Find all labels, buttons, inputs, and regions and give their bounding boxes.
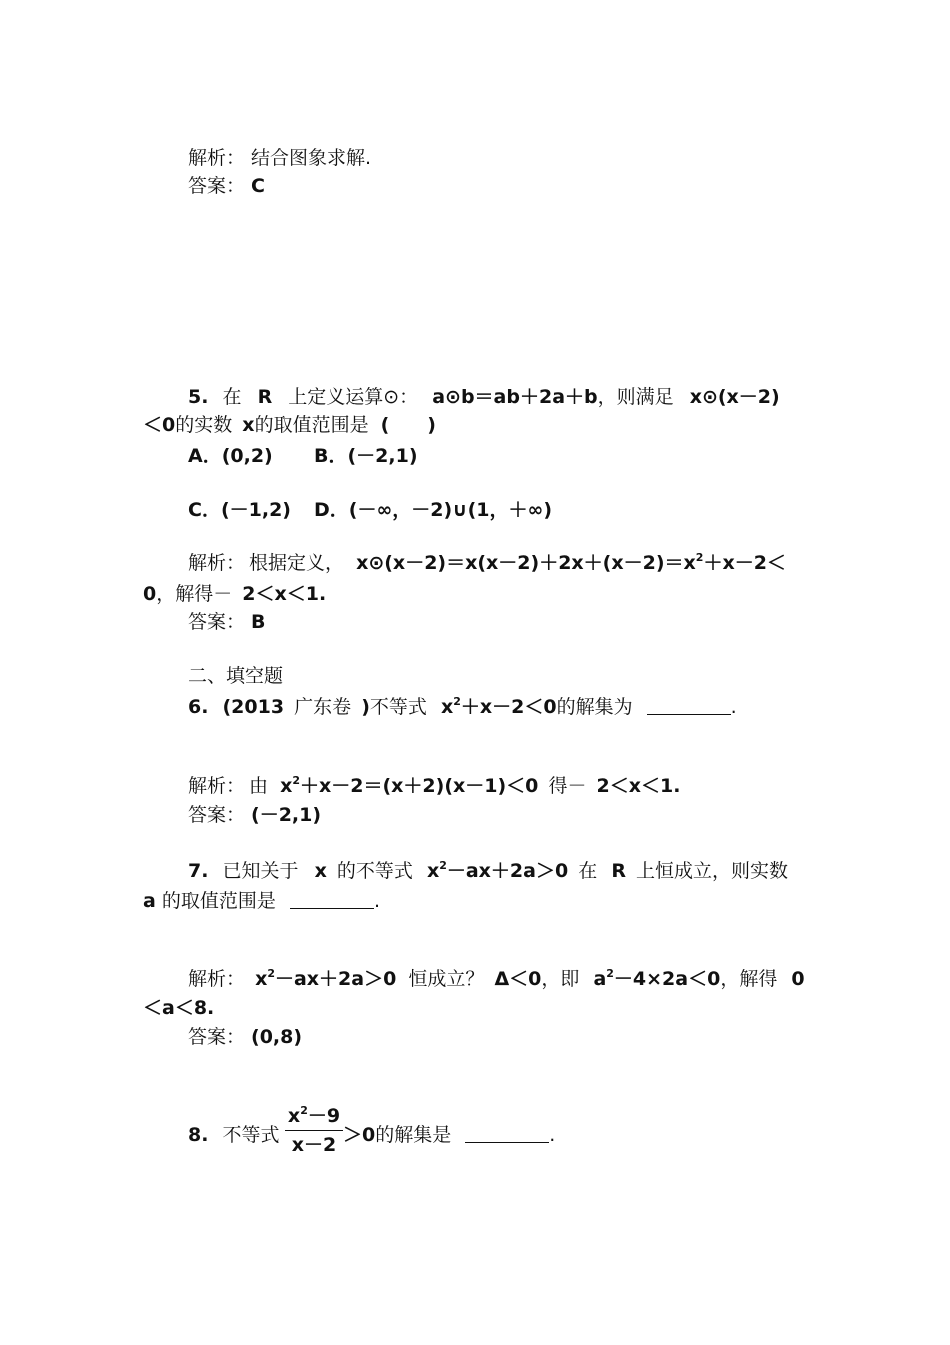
answer-value: B [251,611,266,633]
q6-expr: ＋x－2＜0 [460,696,557,718]
analysis-expr: 0 [791,968,805,990]
q8-expr: ＞0 [343,1124,376,1146]
analysis-label: 解析： [188,147,246,169]
q6-source: 广东卷 [294,696,352,718]
q6-number: 6. [188,696,209,718]
q5-line1 [188,384,780,410]
q5-option-d: D．(－∞，－2)∪(1，＋∞) [314,499,553,521]
fraction-expr: －9 [307,1105,341,1127]
fraction-expr: x [287,1105,301,1127]
analysis-label: 解析： [188,552,246,574]
q5-text: 上定义运算⊙： [288,386,419,408]
q6-source: ) [361,696,370,718]
q7-expr: x [426,860,440,882]
q6-line [188,694,737,720]
q6-text: 不等式 [369,696,427,718]
q8-prefix [188,1122,280,1148]
analysis-expr: x [255,968,268,990]
q5-analysis-line2 [143,581,326,607]
q8-text: 的解集是 [375,1124,452,1146]
analysis-label: 解析： [188,968,246,990]
analysis-expr: Δ＜0 [494,968,542,990]
analysis-expr: －ax＋2a＞0 [274,968,397,990]
q6-source: (2013 [222,696,285,718]
analysis-text: ，解得 [720,968,778,990]
superscript: 2 [439,859,447,872]
analysis-text: 由 [249,775,269,797]
analysis-text: ，解得－ [156,583,233,605]
q7-text: 在 [578,860,598,882]
section-heading: 二、填空题 [188,665,284,687]
q6-answer-line [188,802,321,828]
q5-expr: x⊙(x－2) [689,386,780,408]
analysis-text: 恒成立？ [408,968,485,990]
answer-value: (－2,1) [251,804,322,826]
period: . [373,890,380,912]
q5-paren: ( ) [380,414,436,436]
q7-R: R [611,860,626,882]
answer-blank [290,890,374,909]
analysis-expr: x⊙(x－2)＝x(x－2)＋2x＋(x－2)＝x [356,552,696,574]
q7-analysis-line1 [188,966,805,992]
q5-text: 的取值范围是 [254,414,369,436]
q6-analysis-line [188,773,680,799]
q7-text: 的不等式 [336,860,413,882]
superscript: 2 [292,774,300,787]
q5-option-c: C．(－1,2) [188,499,291,521]
q7-analysis-line2: ＜a＜8. [143,997,215,1019]
superscript: 2 [453,695,461,708]
q5-expr: ＜0 [143,414,176,436]
q5-expr: a⊙b＝ab＋2a＋b [432,386,598,408]
superscript: 2 [695,551,704,564]
q5-analysis-line1 [188,550,786,576]
answer-label: 答案： [188,611,246,633]
analysis-text: ，即 [541,968,580,990]
q5-text: ，则满足 [597,386,674,408]
analysis-text: 得－ [548,775,587,797]
analysis-expr: 2＜x＜1. [242,583,327,605]
period: . [730,696,737,718]
q7-expr: －ax＋2a＞0 [446,860,569,882]
q5-text: 的实数 [175,414,233,436]
answer-blank [465,1124,549,1143]
q8-fraction [285,1104,343,1157]
q5-R: R [257,386,273,408]
q7-number: 7. [188,860,209,882]
q6-expr: x [440,696,454,718]
fraction-denominator: x－2 [291,1134,337,1156]
analysis-expr: ＋x－2＝(x＋2)(x－1)＜0 [300,775,539,797]
q6-text: 的解集为 [556,696,633,718]
q7-a: a [143,890,156,912]
q5-number: 5. [188,386,209,408]
period: . [549,1124,556,1146]
analysis-expr: ＋x－2＜ [703,552,786,574]
fraction-numerator [285,1104,343,1131]
q5-option-a: A．(0,2) [188,445,273,467]
analysis-line [188,145,371,171]
q7-answer-line [188,1024,302,1050]
superscript: 2 [267,967,275,980]
analysis-text: 根据定义， [249,552,345,574]
analysis-expr: 0 [143,583,157,605]
analysis-expr: a [593,968,607,990]
answer-label: 答案： [188,804,246,826]
q7-text: 已知关于 [222,860,299,882]
q5-x: x [242,414,255,436]
analysis-expr: 2＜x＜1. [596,775,681,797]
answer-value: (0,8) [251,1026,303,1048]
superscript: 2 [300,1104,308,1117]
answer-line [188,173,265,199]
answer-blank [647,696,731,715]
q5-text: 在 [222,386,242,408]
q8-number: 8. [188,1124,209,1146]
q8-text: 不等式 [222,1124,280,1146]
q7-x: x [314,860,327,882]
analysis-label: 解析： [188,775,246,797]
q7-line1 [188,858,788,884]
q5-option-b: B．(－2,1) [314,445,418,467]
superscript: 2 [606,967,614,980]
analysis-expr: x [280,775,293,797]
q7-text: 上恒成立，则实数 [636,860,789,882]
q7-text: 的取值范围是 [161,890,276,912]
q7-line2 [143,888,380,914]
q5-answer-line [188,609,266,635]
answer-value: C [251,175,265,197]
answer-label: 答案： [188,175,246,197]
analysis-text: 结合图象求解. [251,147,372,169]
q8-suffix [343,1122,555,1148]
q5-line2 [143,412,436,438]
analysis-expr: －4×2a＜0 [613,968,721,990]
answer-label: 答案： [188,1026,246,1048]
